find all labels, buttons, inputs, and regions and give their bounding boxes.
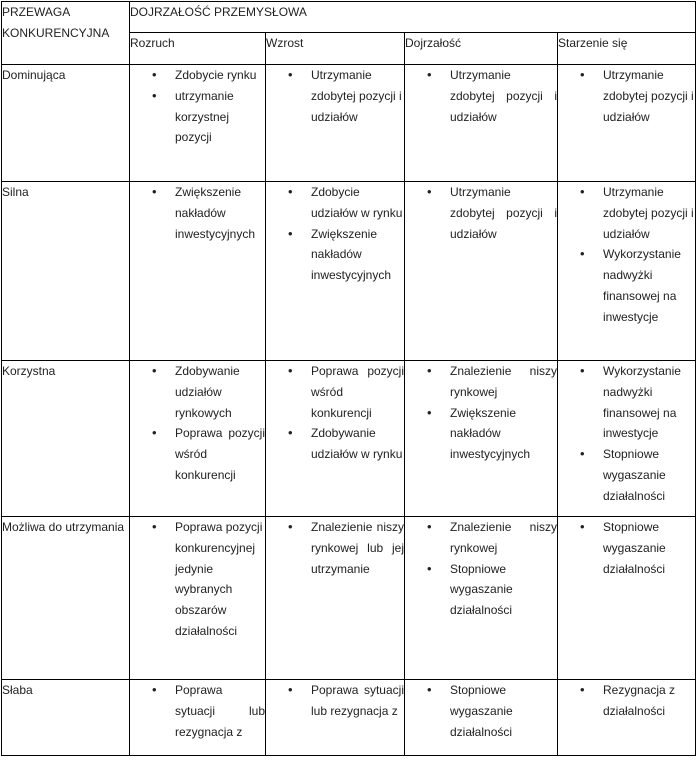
strategy-list-item: • Utrzymanie zdobytej pozycji i udziałów: [603, 182, 695, 244]
strategy-list-item: • Utrzymanie zdobytej pozycji i udziałów: [450, 182, 557, 244]
strategy-list: [130, 65, 265, 148]
strategy-list-item: • Poprawa pozycji wśród konkurencji: [311, 361, 404, 423]
strategy-cell: [266, 361, 405, 517]
strategy-list-item: • Zwiększenie nakładów inwestycyjnych: [175, 182, 265, 244]
strategy-cell: [558, 65, 696, 182]
strategy-cell: [405, 182, 558, 361]
strategy-list-item: • Utrzymanie zdobytej pozycji i udziałów: [450, 65, 557, 127]
stage-header-startup: Rozruch: [130, 32, 266, 64]
strategy-cell: [558, 182, 696, 361]
strategy-list-item: • Utrzymanie zdobytej pozycji i udziałów: [603, 65, 695, 127]
strategy-list: [130, 517, 265, 642]
strategy-list: [558, 680, 695, 722]
strategy-cell: [558, 680, 696, 756]
strategy-list-item: • Zdobycie udziałów w rynku: [311, 182, 404, 224]
strategy-cell: [266, 65, 405, 182]
stage-header-growth: Wzrost: [266, 32, 405, 64]
strategy-cell: [266, 517, 405, 680]
strategy-list: [405, 65, 557, 127]
stage-header-decline: Starzenie się: [558, 32, 696, 64]
strategy-list-item: • Poprawa sytuacji lub rezygnacja z: [175, 680, 265, 742]
strategy-cell: [405, 65, 558, 182]
strategy-list: [266, 182, 404, 286]
table-row: [2, 65, 696, 182]
strategy-list: [130, 182, 265, 244]
strategy-list-item: • Rezygnacja z działalności: [603, 680, 695, 722]
strategy-cell: [130, 517, 266, 680]
strategy-cell: [405, 517, 558, 680]
table-row: [2, 182, 696, 361]
strategy-cell: [130, 182, 266, 361]
strategy-cell: [405, 361, 558, 517]
industry-maturity-header: DOJRZAŁOŚĆ PRZEMYSŁOWA: [130, 2, 696, 33]
strategy-list-item: • Stopniowe wygaszanie działalności: [603, 517, 695, 579]
strategy-list: [558, 361, 695, 507]
strategy-matrix-table: [1, 1, 696, 756]
strategy-cell: [558, 361, 696, 517]
table-row: [2, 517, 696, 680]
competitive-advantage-header: PRZEWAGA KONKURENCYJNA: [2, 2, 130, 65]
strategy-list: [558, 517, 695, 579]
strategy-list-item: • Zwiększenie nakładów inwestycyjnych: [311, 224, 404, 286]
strategy-list: [405, 680, 557, 742]
strategy-list-item: • Poprawa pozycji wśród konkurencji: [175, 423, 265, 485]
strategy-list: [266, 65, 404, 127]
strategy-list-item: • utrzymanie korzystnej pozycji: [175, 86, 265, 148]
strategy-cell: [130, 361, 266, 517]
strategy-list-item: • Zdobywanie udziałów rynkowych: [175, 361, 265, 423]
strategy-list-item: • Wykorzystanie nadwyżki finansowej na inwestycje: [603, 361, 695, 444]
advantage-row-label: Dominująca: [2, 65, 130, 182]
table-row: [2, 361, 696, 517]
advantage-row-label: Słaba: [2, 680, 130, 756]
strategy-list-item: • Poprawa sytuacji lub rezygnacja z: [311, 680, 404, 722]
strategy-cell: [130, 680, 266, 756]
strategy-list-item: • Stopniowe wygaszanie działalności: [450, 680, 557, 742]
strategy-list-item: • Stopniowe wygaszanie działalności: [603, 444, 695, 506]
strategy-list: [405, 361, 557, 465]
strategy-list: [405, 517, 557, 621]
advantage-row-label: Silna: [2, 182, 130, 361]
strategy-list-item: • Znalezienie niszy rynkowej lub jej utrzymanie: [311, 517, 404, 579]
strategy-cell: [405, 680, 558, 756]
stage-header-maturity: Dojrzałość: [405, 32, 558, 64]
strategy-cell: [266, 680, 405, 756]
strategy-list: [130, 680, 265, 742]
strategy-list-item: • Stopniowe wygaszanie działalności: [450, 559, 557, 621]
table-body: [2, 65, 696, 756]
strategy-list: [266, 517, 404, 579]
table-header: [2, 2, 696, 65]
strategy-list: [266, 361, 404, 465]
strategy-list-item: • Zdobywanie udziałów w rynku: [311, 423, 404, 465]
strategy-cell: [558, 517, 696, 680]
strategy-list: [405, 182, 557, 244]
advantage-row-label: Możliwa do utrzymania: [2, 517, 130, 680]
table-row: [2, 680, 696, 756]
strategy-list: [558, 182, 695, 328]
strategy-list-item: • Zwiększenie nakładów inwestycyjnych: [450, 403, 557, 465]
strategy-list-item: • Utrzymanie zdobytej pozycji i udziałów: [311, 65, 404, 127]
strategy-list-item: • Poprawa pozycji konkurencyjnej jedynie wybranych obszarów działalności: [175, 517, 265, 642]
strategy-list-item: • Zdobycie rynku: [175, 65, 265, 86]
strategy-list-item: • Znalezienie niszy rynkowej: [450, 361, 557, 403]
strategy-list-item: • Znalezienie niszy rynkowej: [450, 517, 557, 559]
advantage-row-label: Korzystna: [2, 361, 130, 517]
strategy-list: [558, 65, 695, 127]
strategy-cell: [266, 182, 405, 361]
header-row-top: [2, 2, 696, 33]
strategy-list-item: • Wykorzystanie nadwyżki finansowej na inwestycje: [603, 244, 695, 327]
strategy-list: [130, 361, 265, 486]
strategy-cell: [130, 65, 266, 182]
strategy-list: [266, 680, 404, 722]
